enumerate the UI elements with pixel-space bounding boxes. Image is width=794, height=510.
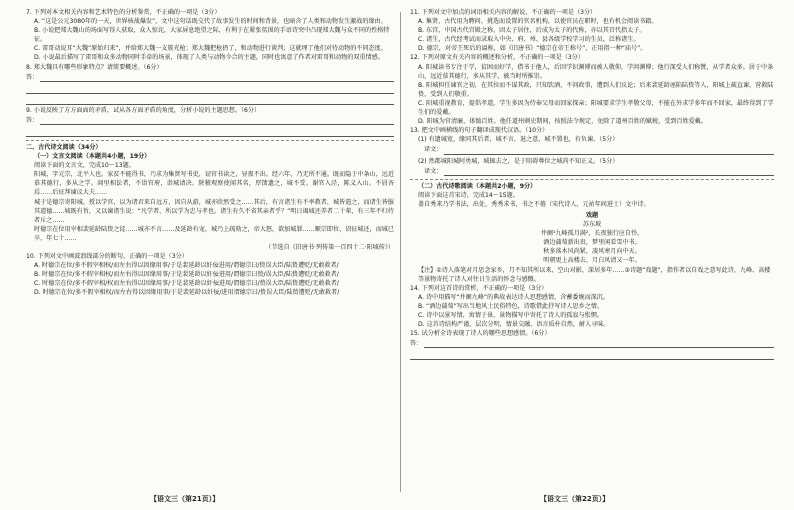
left-column (26, 8, 394, 486)
q11-stem: 11. 下列对文中加点的词语相关内容的解说，不正确的一项是（3分） (410, 9, 597, 16)
q15-answer-area[interactable] (410, 339, 774, 348)
q7-option-b: B. 小说把郑大魏山的场面写得人获取，众人惊诧，大家屏息绝望之际，有利于在紧张氛围的手语诗突中凸现郑大魏与众不同的性格特征。 (34, 27, 390, 44)
q14-option-a: A. 诗中用描写“井阑九峰”的典故表达诗人思想感情，含蓄委婉而深沉。 (418, 293, 609, 301)
translate-label: 译文： (424, 167, 443, 175)
q11-option-a: A. 集贤，古代用为聘问、挑选而设置的官名机构，以使官员在职时，也有机会阅读书籍。 (418, 18, 658, 26)
q10-option-c: C. 时德宗在位/多不假宰相/权而左右得以因缘用事/于是裴延龄以奸佞进用/谓德宗曰/贽误大臣/陆贽遭贬/无敢救者/ (34, 280, 339, 288)
poem-line: 秋多落木风尚紧，凌风寒月向中天。 (543, 248, 641, 256)
passage-paragraph: 城于是德宗寄阳城，授以学官，以为诸君来自远方，因自从游，城亦欣然受之……其后，有言诸生有不率教者，城皆遣之，而诸生皆服其道德……城既有旨，又以谏诸生说：“凡学者，所以学为忠与孝也。诸生有久不省其亲者乎？”明日谒城还养者二十辈，有三年不归侍者斥之…… (34, 198, 394, 224)
poem-line: 明朝更上高楼去，月白风清又一年。 (543, 257, 641, 265)
section-title: 二、古代诗文阅读（34分） (26, 143, 102, 151)
answer-line[interactable] (444, 146, 774, 155)
answer-line[interactable] (26, 84, 394, 94)
q11-option-d: D. 德宗，对帝王死后的谥称，如《旧唐书》“德宗在帝王称号”，正用指一种“庙号”。 (418, 45, 647, 53)
answer-line[interactable] (40, 73, 394, 82)
q7-option-d: D. 小说最后描写了雷哥和众多动物同时手牵的场景，体现了人类与动物今合的主题，同时也寓意了作者对雷哥和动物的双重情感。 (34, 54, 384, 62)
q8-answer-area[interactable] (26, 73, 394, 82)
subsection-title: （二）古代诗歌阅读（本题共2小题，9分） (418, 182, 537, 190)
answer-line[interactable] (410, 350, 774, 360)
q9-answer-area[interactable] (26, 116, 394, 125)
q14-stem: 14. 下列对这首诗的赏析，不正确的一项是（3分） (410, 284, 548, 292)
section-divider (410, 179, 774, 180)
subsection-title: （一）文言文阅读（本题共4小题，19分） (34, 153, 151, 161)
q10-option-d: D. 时德宗在位/多不假宰相权/而左右得以因缘用事/于是裴延龄以奸佞/进用谓德宗曰/贽误大臣/陆贽遭贬/无敢救者/ (34, 289, 340, 297)
answer-line[interactable] (40, 116, 394, 125)
reading-instruction: 阅读下面的文言文，完成10～13题。 (34, 162, 135, 170)
q7-stem: 7. 下列对本文相关内容和艺术特色的分析鉴赏，不正确的一项是（3分） (26, 9, 221, 16)
q12-option-c: C. 阳城重视教育，提倡孝道，学生多因为侍奉父母而回家探亲；阳城要求学生孝敬父母，不能在外求学多年而不回家，最终得到了学生们的爱戴。 (418, 99, 774, 117)
q14-option-d: D. 这首诗结构严谨，层次分明，情景交融，语言质朴自然，耐人寻味。 (418, 321, 610, 329)
q13-2-answer-area[interactable] (410, 167, 774, 176)
q10-option-b: B. 时德宗在位/多不假宰相权/而左右得以因缘用事/于是裴延龄以奸佞进用/谓德宗曰贽/误大臣/陆贽遭贬/无敢救者/ (34, 271, 339, 279)
page-footer-right: 【语文三（第22页）】 (540, 495, 610, 503)
q13-sentence-2: (2) 然都城阳城阿勇城，城辄去之，是于阻碍尊位之城尚不知正义。（5分） (418, 157, 619, 165)
q14-option-b: B. “酒边蒲萄”写出当地风土民俗特色，诗歌借此抒写诗人思乡之情。 (418, 302, 603, 310)
answer-line[interactable] (424, 339, 774, 348)
q14-option-c: C. 诗中以景写情，寓情于景，景物描写中寄托了诗人的孤寂与怅惘。 (418, 312, 603, 319)
q13-sentence-1: (1) 有遗城宽，缘同其后者，城不言，退之意，城不置也，有负谏。（5分） (418, 136, 619, 144)
section-divider (26, 140, 394, 141)
passage-paragraph: 时德宗在位用宰相裴延龄陆贽之徒……城亦不言……及延龄有宠，城乃上疏劾之，帝大怒，欲加城罪……顺宗即位，诏征城还，而城已卒，年七十…… (34, 225, 394, 242)
q10-stem: 10. 下列对文中画波浪线部分的断句，正确的一项是（3分） (26, 253, 188, 261)
passage-paragraph: 阳城，字元宗，北平人也。家贫不能得书，乃求为集贤写书吏，窃官书读之，昼夜不出。经六年，乃无所不通。既而隐于中条山，远近慕其德行，多从之学。闾里相讼者，不诣官府，诣城请决。陕虢观察使闻其名，厚馈遗之，城不受。谢官入泾，陈义入山。不屑吝焉……后征拜谏议大夫…… (34, 171, 394, 197)
poem-intro: 盖自秀来乃学书法，出处，秀秀求书，书之不倦（宋代诗人，元祐年间进士）文中诗。 (418, 200, 650, 208)
q7-option-c: C. 雷哥动说耳“大魏”原始归来”，并给郑大魏一支簇光枪；郑大魏把枪扔了，和动物进行谈判；这就埋了他们对待动物的不同态度。 (34, 45, 387, 53)
answer-line[interactable] (26, 127, 394, 137)
q12-option-a: A. 阳城读书专注于学，贫困而好学，借书于他人，后因学识渊博而被人敬仰，学问渊博；他行深受人们称赞，从学者众多。居于中条山，远近慕其德行，多从其学，被当时所推崇。 (418, 63, 774, 80)
q13-1-answer-area[interactable] (410, 145, 774, 154)
q12-stem: 12. 下列对原文有关内容的概述和分析，不正确的一项是（3分） (410, 54, 584, 62)
q7-option-a: A. “这是公元3080年的一天，世界核战爆发”，文中这句话既交代了故事发生的时间和背景，也暗含了人类和动物发生激战的缘由。 (34, 18, 387, 26)
translate-label: 译文： (424, 146, 443, 154)
q13-stem: 13. 把文中画横线的句子翻译成现代汉语。（10分） (410, 127, 549, 135)
q11-option-b: B. 东宫，中国古代宫殿之称，因太子居住，后成为太子的代称，亦以其宫代指太子。 (418, 27, 646, 35)
answer-line[interactable] (444, 167, 774, 176)
reading-instruction: 阅读下面这首宋诗，完成14～15题。 (418, 191, 519, 199)
q15-answer-label: 答： (410, 340, 423, 348)
q8-answer-label: 答： (26, 73, 39, 81)
q11-option-c: C. 诸生，古代经考试而录取入中央、府、州、县各级学校学习的生员，泛称诸生。 (418, 36, 640, 44)
poem-note: 【注】①诗人落笔对月思念家乡，月不知其所以来，空山对影，深居多年……②诗题“戏题”，指作者以自戏之意写此诗，九峰、高楼等景物寄托了诗人对往日生活的怀念与感慨。 (418, 266, 771, 283)
q15-stem: 15. 试分析全诗表现了诗人的哪些思想感情。（6分） (410, 330, 551, 338)
q8-stem: 8. 郑大魏具有哪些形象特点？请简要概述。（6分） (26, 63, 163, 71)
poem-line: 井阑¹九峰孤月满²，长夜独行应自怜。 (540, 230, 644, 238)
passage-source: （节选自《旧唐书·列传第一百四十二·阳城传》） (265, 243, 394, 251)
answer-line[interactable] (26, 95, 394, 105)
poem-line: 酒边蒲萄新出贵，梦里闲看雪中书。 (543, 239, 641, 247)
column-divider (400, 12, 401, 492)
q12-option-d: D. 阳城为官清廉，体恤百姓。他任道州刺史期间，按照法令规定，免除了道州百姓的赋税，受到百姓爱戴。 (418, 118, 707, 126)
q9-answer-label: 答： (26, 116, 39, 124)
right-column (410, 8, 774, 486)
poem-title: 戏题 (585, 211, 599, 219)
page-footer-left: 【语文三（第21页）】 (150, 495, 220, 503)
q9-stem: 9. 小说反映了方方面面的矛盾，试从各方面矛盾的角度，分析小说的主题思想。（6分） (26, 106, 261, 114)
q12-option-b: B. 阳城担任谏官之初，在其位而不谋其政，只知饮酒，不问政事，遭到人们议论；后来裴延龄诬陷陆贽等人，阳城上疏直谏，营救陆贽，受到人们敬重。 (418, 81, 774, 98)
q10-option-a: A. 时德宗在位/多不假宰相权/而左右得以因缘用事/于是裴延龄以奸佞进用/谓德宗曰/贽误大臣/陆贽遭贬/无敢救者/ (34, 262, 339, 270)
poem-author: 苏东坡 (582, 221, 602, 229)
